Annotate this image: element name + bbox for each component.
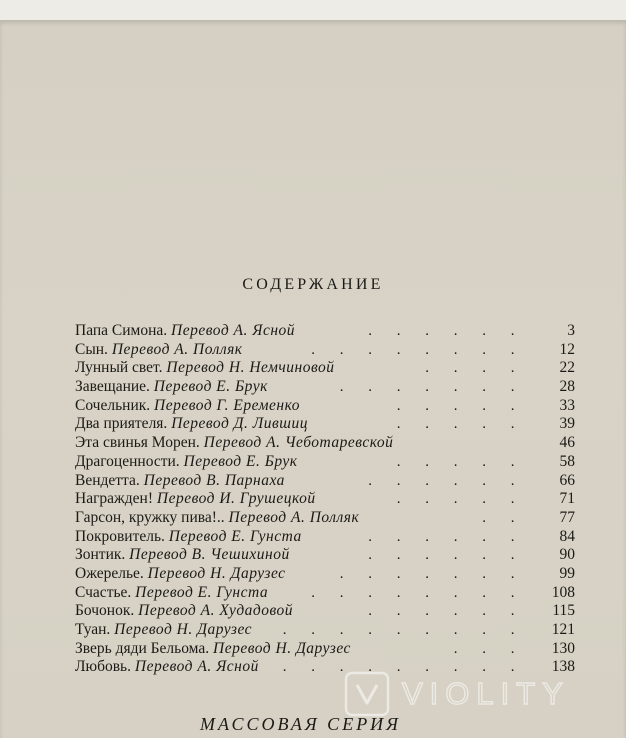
toc-story-title: Любовь.: [75, 658, 131, 676]
toc-page-number: 130: [551, 639, 575, 657]
toc-page-number: 22: [559, 359, 575, 377]
toc-leader-dots: . . . . .: [396, 416, 525, 433]
toc-entry-text: [75, 509, 359, 528]
toc-translator: Перевод Е. Гунста: [135, 583, 269, 601]
toc-translator: Перевод И. Грушецкой: [156, 490, 316, 508]
series-title: МАССОВАЯ СЕРИЯ: [200, 714, 402, 734]
toc-leader-dots: . . . .: [425, 360, 525, 377]
toc-page-number: 138: [551, 658, 575, 676]
toc-page-number: 115: [552, 602, 575, 620]
violity-logo-icon: [344, 671, 390, 717]
toc-translator: Перевод А. Полляк: [228, 508, 360, 526]
toc-translator: Перевод Н. Дарузес: [147, 564, 286, 582]
toc-entry: [75, 490, 575, 509]
toc-page-number: 58: [559, 452, 575, 470]
toc-story-title: Счастье.: [75, 583, 132, 601]
toc-translator: Перевод В. Парнаха: [143, 471, 285, 489]
toc-entry: [75, 509, 575, 528]
toc-entry: [75, 584, 575, 603]
toc-page-number: 3: [567, 322, 575, 339]
toc-translator: Перевод А. Ясной: [134, 658, 259, 676]
toc-leader-dots: . . . . . .: [368, 528, 525, 545]
toc-leader-dots: . . . . . . .: [339, 379, 525, 396]
toc-translator: Перевод Е. Брук: [153, 378, 268, 396]
toc-entry-text: [75, 658, 259, 677]
toc-entry-text: [75, 434, 393, 453]
background-strip: [0, 0, 626, 20]
toc-entry-text: [75, 472, 285, 491]
toc-entry: [75, 359, 575, 378]
toc-leader-dots: . . . . . .: [368, 603, 525, 620]
toc-entry: [75, 602, 575, 621]
toc-page-number: 77: [559, 508, 575, 526]
toc-translator: Перевод В. Чешихиной: [129, 546, 290, 564]
toc-leader-dots: . . . . .: [396, 453, 525, 470]
toc-entry-text: [75, 602, 293, 621]
toc-translator: Перевод Н. Дарузес: [114, 621, 253, 638]
toc-page-number: 84: [559, 527, 575, 545]
toc-translator: Перевод Д. Лившиц: [171, 415, 308, 433]
toc-entry-text: [75, 453, 298, 472]
toc-entry: [75, 434, 575, 453]
toc-story-title: Два приятеля.: [75, 415, 168, 433]
toc-leader-dots: . . . . . .: [368, 547, 525, 564]
toc-entry: [75, 415, 575, 434]
toc-leader-dots: . . . . . . . .: [311, 584, 525, 601]
toc-story-title: Сочельник.: [75, 396, 151, 414]
toc-leader-dots: . .: [482, 509, 525, 526]
toc-page-number: 121: [551, 621, 575, 638]
toc-story-title: Сын.: [75, 340, 108, 358]
toc-story-title: Лунный свет.: [75, 359, 163, 377]
toc-page-number: 39: [559, 415, 575, 433]
toc-entry-text: [75, 565, 286, 584]
toc-story-title: Драгоценности.: [75, 452, 180, 470]
toc-translator: Перевод А. Ясной: [171, 322, 296, 339]
toc-story-title: Эта свинья Морен.: [75, 434, 200, 452]
toc-entry-text: [75, 490, 316, 509]
toc-entry-text: [75, 528, 302, 547]
toc-entry-text: [75, 415, 308, 434]
toc-page-number: 28: [559, 378, 575, 396]
toc-entry: [75, 341, 575, 360]
toc-story-title: Туан.: [75, 621, 111, 638]
toc-page-number: 99: [559, 564, 575, 582]
toc-leader-dots: . . .: [453, 640, 525, 657]
table-of-contents: [75, 322, 575, 677]
toc-leader-dots: . . . . .: [396, 397, 525, 414]
toc-story-title: Зонтик.: [75, 546, 126, 564]
toc-leader-dots: . . . . . . . . .: [282, 622, 525, 638]
toc-entry-text: [75, 359, 335, 378]
toc-entry-text: [75, 584, 268, 603]
toc-entry: [75, 528, 575, 547]
toc-entry: [75, 472, 575, 491]
toc-entry-text: [75, 397, 300, 416]
toc-page-number: 12: [559, 340, 575, 358]
toc-leader-dots: . . . . .: [396, 491, 525, 508]
toc-page-number: 71: [559, 490, 575, 508]
toc-story-title: Бочонок.: [75, 602, 135, 620]
toc-entry: [75, 640, 575, 659]
toc-entry-text: [75, 546, 290, 565]
toc-page-number: 66: [559, 471, 575, 489]
toc-page-number: 108: [551, 583, 575, 601]
toc-story-title: Зверь дяди Бельома.: [75, 639, 210, 657]
toc-entry-text: [75, 341, 243, 360]
toc-story-title: Награжден!: [75, 490, 153, 508]
toc-translator: Перевод Н. Немчиновой: [166, 359, 335, 377]
toc-entry-text: [75, 322, 295, 341]
toc-page-number: 90: [559, 546, 575, 564]
toc-entry: [75, 322, 575, 341]
page-title: СОДЕРЖАНИЕ: [242, 276, 384, 293]
toc-entry-text: [75, 378, 268, 397]
toc-entry-text: [75, 640, 351, 659]
toc-leader-dots: . . . . . .: [368, 472, 525, 489]
toc-story-title: Покровитель.: [75, 527, 165, 545]
toc-entry: [75, 621, 575, 640]
toc-leader-dots: . . . . . . . .: [311, 341, 525, 358]
toc-story-title: Ожерелье.: [75, 564, 144, 582]
toc-page-number: 46: [559, 434, 575, 452]
toc-story-title: Папа Симона.: [75, 322, 168, 339]
toc-leader-dots: . . . . . . .: [339, 565, 525, 582]
watermark-text: VIOLITY: [402, 676, 570, 711]
toc-leader-dots: . . . . . .: [368, 323, 525, 339]
toc-entry: [75, 453, 575, 472]
toc-page-number: 33: [559, 396, 575, 414]
toc-entry: [75, 565, 575, 584]
toc-entry-text: [75, 621, 252, 640]
toc-translator: Перевод А. Полляк: [111, 340, 243, 358]
toc-entry: [75, 546, 575, 565]
watermark: [344, 668, 570, 720]
toc-translator: Перевод Е. Брук: [183, 452, 298, 470]
toc-translator: Перевод Е. Гунста: [168, 527, 302, 545]
toc-story-title: Гарсон, кружку пива!..: [75, 508, 225, 526]
toc-entry: [75, 397, 575, 416]
toc-story-title: Завещание.: [75, 378, 150, 396]
toc-story-title: Вендетта.: [75, 471, 140, 489]
toc-leader-dots: . . . . . . . . .: [282, 659, 525, 676]
toc-entry: [75, 378, 575, 397]
toc-translator: Перевод Н. Дарузес: [213, 639, 351, 657]
toc-translator: Перевод А. Худадовой: [138, 602, 294, 620]
toc-translator: Перевод А. Чеботаревской: [203, 434, 394, 452]
toc-translator: Перевод Г. Еременко: [154, 396, 301, 414]
